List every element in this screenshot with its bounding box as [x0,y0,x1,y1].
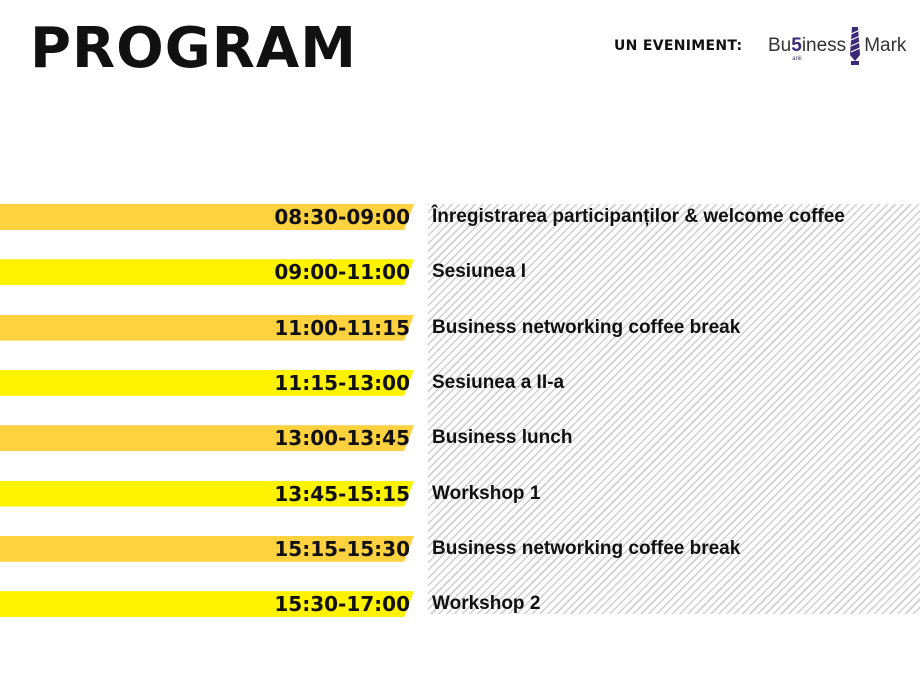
time-range: 13:00-13:45 [274,426,410,451]
schedule-row [0,536,920,562]
schedule-row [0,481,920,507]
time-range: 08:30-09:00 [274,205,410,229]
time-range: 15:30-17:00 [274,592,410,617]
schedule-row [0,370,920,396]
time-range: 11:15-13:00 [274,370,410,395]
session-label: Înregistrarea participanților & welcome coffee [432,206,845,227]
logo-text: iness [801,35,847,56]
session-label: Sesiunea I [432,261,526,283]
time-range: 11:00-11:15 [274,315,410,340]
time-range: 13:45-15:15 [274,481,410,506]
logo-five: 5 anii [791,35,802,62]
session-label: Workshop 2 [432,593,541,615]
schedule-row [0,425,920,451]
session-label: Business networking coffee break [432,537,741,559]
session-label: Business lunch [432,427,573,449]
session-label: Workshop 1 [432,482,541,504]
schedule-row [0,259,920,285]
time-range: 09:00-11:00 [274,260,410,285]
logo-text: Mark [864,35,907,56]
session-label: Sesiunea a II-a [432,371,565,393]
event-label: UN EVENIMENT: [614,38,743,54]
time-range: 15:15-15:30 [274,536,410,561]
logo-text: Bu [768,35,792,56]
page-title: PROGRAM [30,16,357,81]
schedule-row [0,204,920,230]
session-label: Business networking coffee break [432,316,741,338]
schedule-row [0,591,920,617]
schedule-row [0,315,920,341]
tie-icon [848,26,862,66]
business-mark-logo [768,26,906,66]
